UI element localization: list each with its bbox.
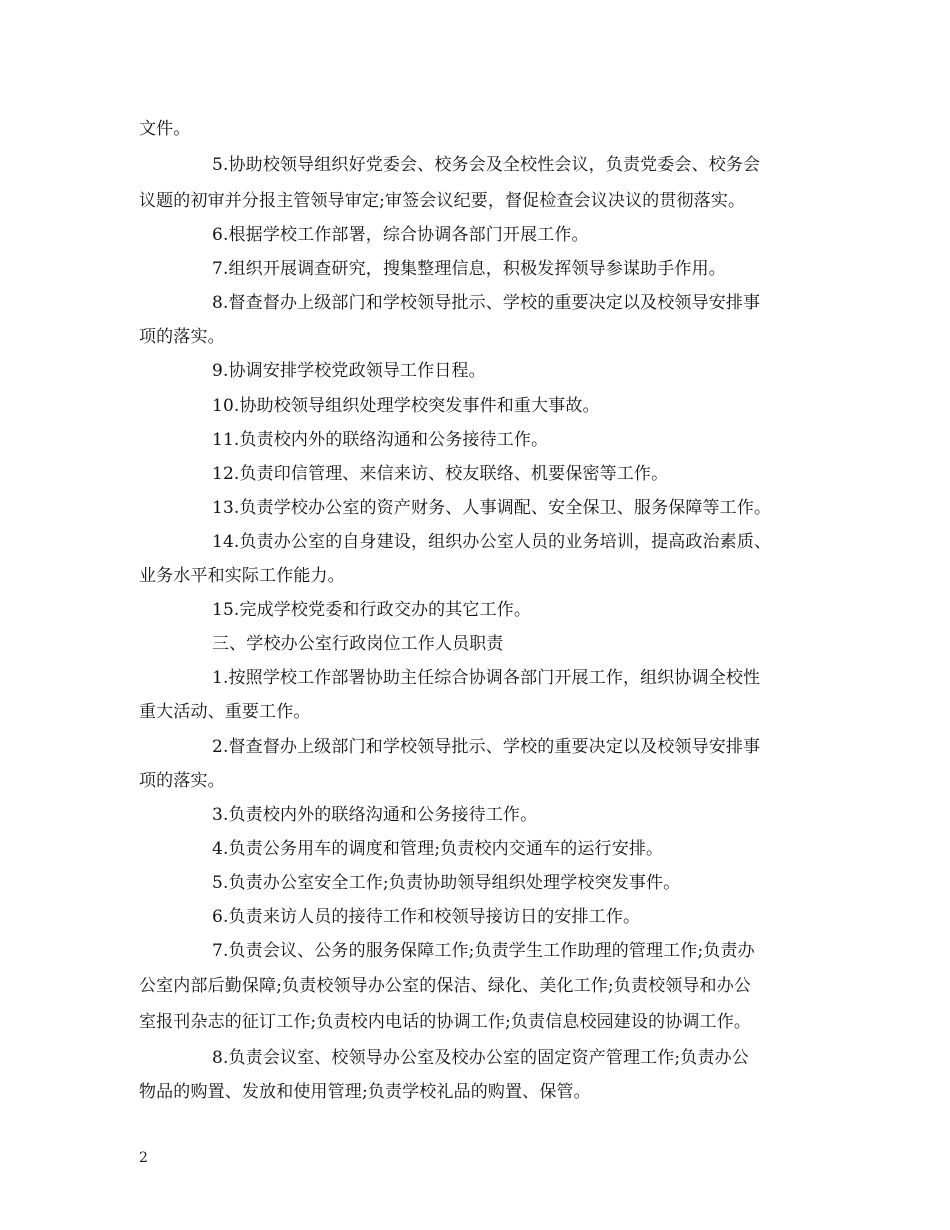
text-line: 8.负责会议室、校领导办公室及校办公室的固定资产管理工作;负责办公 — [212, 1048, 749, 1068]
text-line: 物品的购置、发放和使用管理;负责学校礼品的购置、保管。 — [139, 1082, 591, 1102]
text-line: 7.组织开展调查研究，搜集整理信息，积极发挥领导参谋助手作用。 — [212, 259, 726, 279]
text-line: 业务水平和实际工作能力。 — [139, 566, 345, 586]
text-line: 5.协助校领导组织好党委会、校务会及全校性会议，负责党委会、校务会 — [212, 155, 761, 175]
text-line: 项的落实。 — [139, 327, 225, 347]
text-line: 7.负责会议、公务的服务保障工作;负责学生工作助理的管理工作;负责办 — [212, 941, 755, 961]
text-line: 14.负责办公室的自身建设，组织办公室人员的业务培训，提高政治素质、 — [212, 532, 772, 552]
text-line: 5.负责办公室安全工作;负责协助领导组织处理学校突发事件。 — [212, 873, 681, 893]
text-line: 11.负责校内外的联络沟通和公务接待工作。 — [212, 430, 549, 450]
text-line: 6.负责来访人员的接待工作和校领导接访日的安排工作。 — [212, 907, 641, 927]
text-line: 3.负责校内外的联络沟通和公务接待工作。 — [212, 805, 538, 825]
section-heading: 三、学校办公室行政岗位工作人员职责 — [212, 634, 504, 654]
page-number: 2 — [139, 1150, 148, 1166]
text-line: 13.负责学校办公室的资产财务、人事调配、安全保卫、服务保障等工作。 — [212, 498, 772, 518]
text-line: 文件。 — [139, 119, 191, 139]
text-line: 项的落实。 — [139, 771, 225, 791]
text-line: 公室内部后勤保障;负责校领导办公室的保洁、绿化、美化工作;负责校领导和办公 — [139, 976, 752, 996]
text-line: 议题的初审并分报主管领导审定;审签会议纪要，督促检查会议决议的贯彻落实。 — [139, 191, 746, 211]
text-line: 2.督查督办上级部门和学校领导批示、学校的重要决定以及校领导安排事 — [212, 737, 761, 757]
text-line: 重大活动、重要工作。 — [139, 702, 311, 722]
text-line: 1.按照学校工作部署协助主任综合协调各部门开展工作，组织协调全校性 — [212, 668, 761, 688]
text-line: 4.负责公务用车的调度和管理;负责校内交通车的运行安排。 — [212, 839, 664, 859]
text-line: 9.协调安排学校党政领导工作日程。 — [212, 361, 486, 381]
text-line: 15.完成学校党委和行政交办的其它工作。 — [212, 600, 532, 620]
text-line: 8.督查督办上级部门和学校领导批示、学校的重要决定以及校领导安排事 — [212, 293, 761, 313]
text-line: 10.协助校领导组织处理学校突发事件和重大事故。 — [212, 396, 600, 416]
text-line: 12.负责印信管理、来信来访、校友联络、机要保密等工作。 — [212, 464, 669, 484]
text-line: 6.根据学校工作部署，综合协调各部门开展工作。 — [212, 225, 589, 245]
text-line: 室报刊杂志的征订工作;负责校内电话的协调工作;负责信息校园建设的协调工作。 — [139, 1012, 752, 1032]
